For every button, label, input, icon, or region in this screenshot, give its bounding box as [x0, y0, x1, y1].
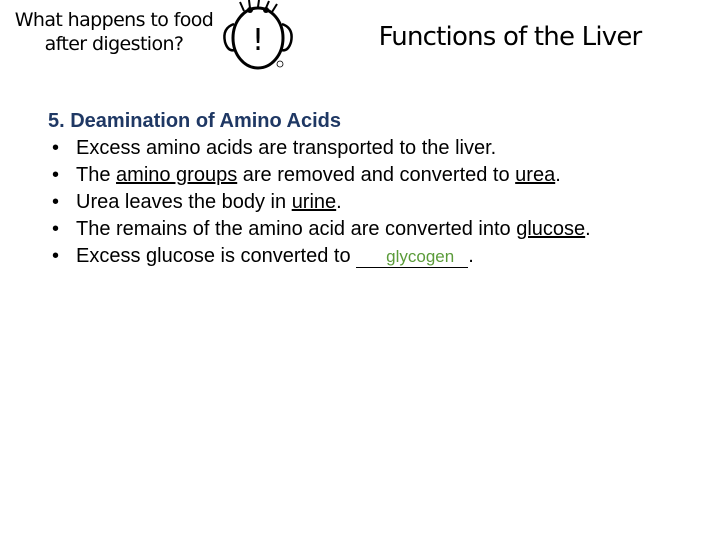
slide-content [48, 108, 708, 270]
bullet-dot: • [52, 245, 60, 267]
bullet-item [48, 135, 708, 162]
header-question [8, 8, 220, 56]
bullet-dot: • [52, 191, 60, 213]
term-urea: urea [515, 164, 556, 186]
bullet-text: The remains of the amino acid are converted into [76, 218, 517, 240]
bullet-text: Urea leaves the body in [76, 191, 292, 213]
bullet-text: . [585, 218, 591, 240]
bullet-dot: • [52, 137, 60, 159]
bullet-text: Excess amino acids are transported to the liver. [76, 137, 497, 159]
bullet-dot: • [52, 164, 60, 186]
bullet-text: Excess glucose is converted to [76, 245, 357, 267]
answer-glycogen: glycogen [386, 247, 455, 266]
question-line-2: after digestion? [44, 33, 184, 55]
mascot-exclamation: ! [251, 23, 265, 58]
section-heading: 5. Deamination of Amino Acids [48, 110, 341, 132]
bullet-item [48, 216, 708, 243]
bullet-dot: • [52, 218, 60, 240]
bullet-text: . [468, 245, 474, 267]
slide-title: Functions of the Liver [378, 22, 642, 52]
surprised-face-icon [214, 0, 294, 76]
bullet-text: . [555, 164, 561, 186]
bullet-item [48, 189, 708, 216]
bullet-item [48, 162, 708, 189]
fill-in-blank [356, 246, 468, 268]
question-line-1: What happens to food [14, 9, 214, 31]
term-urine: urine [291, 191, 337, 213]
bullet-text: The [76, 164, 117, 186]
bullet-text: are removed and converted to [237, 164, 516, 186]
term-glucose: glucose [516, 218, 586, 240]
term-amino-groups: amino groups [116, 164, 238, 186]
bullet-text: . [336, 191, 342, 213]
bullet-item [48, 243, 708, 270]
